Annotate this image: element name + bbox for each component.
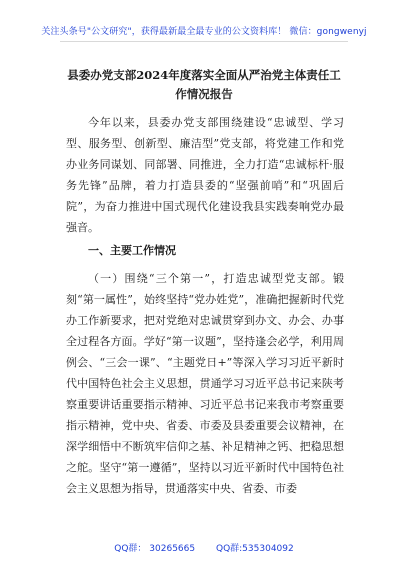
body-paragraph: （一）围绕“三个第一”，打造忠诚型党支部。锻刻“第一属性”，始终坚持“党办姓党”，准确把握新时代党办工作新要求，把对党绝对忠诚贯穿到办文、办会、办事全过程各方面。学好“第一议题”，坚持逢会必学，利用周例会、“三会一课”、“主题党日+”等深入学习习近平新时代中国特色社会主义思想，贯通学习习近平总书记来陕考察重要讲话重要指示精神、习近平总书记来我市考察重要指示精神，党中央、省委、市委及县委重要会议精神，在深学细悟中不断筑牢信仰之基、补足精神之钙、把稳思想之舵。坚守“第一遵循”，坚持以习近平新时代中国特色社会主义思想为指导，贯通落实中央、省委、市委 — [66, 272, 344, 495]
header-banner[interactable]: 关注头条号"公文研究"，获得最新最全最专业的公文资料库！ 微信：gongwenyj — [41, 27, 367, 37]
document-title: 县委办党支部2024年度落实全面从严治党主体责任工作情况报告 — [67, 68, 341, 101]
header-divider — [60, 41, 348, 42]
qq-group-1[interactable]: QQ群： 30265665 — [114, 544, 196, 554]
qq-group-2[interactable]: QQ群:535304092 — [215, 544, 294, 554]
intro-paragraph: 今年以来，县委办党支部围绕建设“忠诚型、学习型、服务型、创新型、廉洁型”党支部，将党建工作和党办业务同谋划、同部署、同推进，全力打造“忠诚标杆·服务先锋”品牌，着力打造县委的“坚强前哨”和“巩固后院”，为奋力推进中国式现代化建设我县实践奏响党办最强音。 — [66, 116, 344, 234]
footer-contact — [0, 541, 408, 554]
section-heading: 一、主要工作情况 — [88, 244, 176, 257]
